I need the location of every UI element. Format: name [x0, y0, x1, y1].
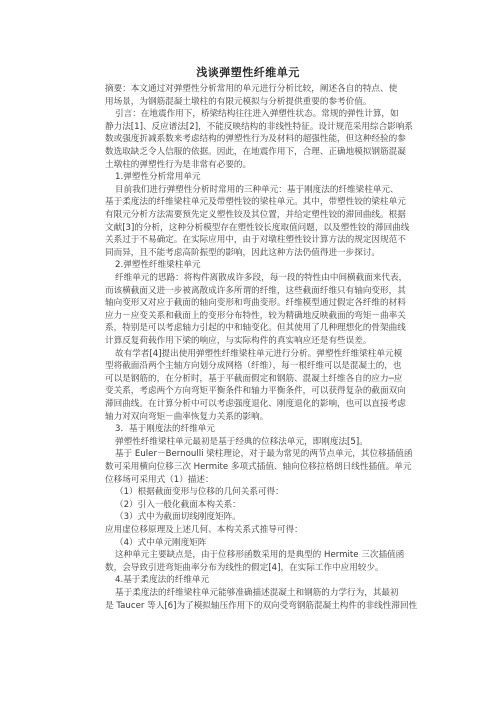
text-line: 数选取缺乏令人信服的依据。因此，在地震作用下，合理、正确地模拟钢筋混凝	[105, 147, 406, 157]
text-line: 文献[3]的分析，这种分析模型存在塑性铰长度取值问题，以及塑性铰的滞回曲线	[105, 222, 410, 233]
text-line: 型将截面沿两个主轴方向划分成网格（纤维），每一根纤维可以是混凝土的，也	[105, 361, 402, 372]
text-line: 数可采用横向位移三次 Hermite 多项式插值、轴向位移拉格朗日线性插值。单元	[105, 462, 412, 472]
text-line: 滞回曲线。在计算分析中可以考虑强度退化、刚度退化的影响，也可以直接考虑	[105, 399, 406, 409]
text-line: （2）引入一般化截面本构关系：	[115, 499, 241, 510]
text-line: 基于柔度法的纤维梁柱单元能够准确描述混凝土和钢筋的力学行为，其最初	[115, 588, 399, 598]
text-line: 轴力对双向弯矩－曲率恢复力关系的影响。	[105, 411, 269, 422]
text-line: 关系过于不易确定。在实际应用中，由于对墩柱塑性铰计算方法的规定因规范不	[105, 235, 406, 246]
text-line: 2.弹塑性纤维梁柱单元	[115, 260, 201, 271]
text-line: 而该横截面又进一步被离散成许多所谓的纤维，这些截面纤维只有轴向变形，其	[105, 285, 406, 296]
text-line: 1.弹塑性分析常用单元	[115, 172, 201, 183]
document-title: 浅谈弹塑性纤维单元	[196, 66, 300, 79]
text-line: 这种单元主要缺点是，由于位移形函数采用的是典型的 Hermite 三次插值函	[115, 550, 405, 561]
text-line: 应用虚位移原理及上述几何、本构关系式推导可得：	[105, 525, 303, 535]
text-line: 是 Taucer 等人[6]为了模拟轴压作用下的双向受弯钢筋混凝土构件的非线性滞回性	[105, 600, 418, 611]
text-line: 3．基于刚度法的纤维单元	[115, 424, 215, 435]
text-line: 变关系，考虑两个方向弯矩平衡条件和轴力平衡条件，可以获得复杂的截面双向	[105, 386, 406, 397]
text-line: 引言：在地震作用下，桥梁结构往往进入弹塑性状态。常规的弹性计算，如	[115, 109, 399, 120]
text-line: 摘要：本文通过对弹塑性分析常用的单元进行分析比较，阐述各自的特点、使	[105, 84, 398, 94]
text-line: 静力法[1]、反应谱法[2]，不能反映结构的非线性特征。设计规范采用综合影响系	[105, 121, 413, 132]
text-line: 用场景，为钢筋混凝土墩柱的有限元模拟与分析提供重要的参考价值。	[105, 96, 372, 107]
text-line: 系，特别是可以考虑轴力引起的中和轴变化。但其使用了几种理想化的骨架曲线	[105, 323, 406, 334]
text-line: 应力－应变关系和截面上的变形分布特性，较为精确地反映截面的弯矩－曲率关	[105, 310, 406, 321]
text-line: （1）根据截面变形与位移的几何关系可得：	[115, 487, 284, 498]
text-line: 弹塑性纤维梁柱单元最初是基于经典的位移法单元，即刚度法[5]。	[115, 436, 368, 447]
text-line: 轴向变形又对应于截面的轴向变形和弯曲变形。纤维模型通过假定各纤维的材料	[105, 298, 406, 309]
text-line: 可以是钢筋的，在分析时，基于平截面假定和钢筋、混凝土纤维各自的应力─应	[105, 373, 403, 384]
text-line: 4.基于柔度法的纤维单元	[115, 575, 210, 586]
text-line: 位移场可采用式（1）描述：	[105, 474, 214, 485]
text-line: 基于柔度法的纤维梁柱单元及带塑性铰的梁柱单元。其中，带塑性铰的梁柱单元	[105, 197, 406, 208]
text-line: （4）式中单元刚度矩阵	[115, 537, 207, 548]
text-line: 目前我们进行弹塑性分析时常用的三种单元：基于刚度法的纤维梁柱单元、	[115, 184, 399, 195]
text-line: （3）式中为截面切线刚度矩阵。	[115, 512, 241, 523]
text-line: 同而异，且不能考虑高阶振型的影响，因此这种方法仍值得进一步探讨。	[105, 247, 381, 258]
text-line: 有限元分析方法需要预先定义塑性铰及其位置，并给定塑性铰的滞回曲线。根据	[105, 210, 406, 220]
text-line: 基于 Euler－Bernoulli 梁柱理论，对于最为常见的两节点单元，其位移插值函	[115, 449, 413, 460]
text-line: 计算反复荷载作用下梁的响应，与实际构件的真实响应还是有些误差。	[105, 336, 372, 346]
text-line: 土墩柱的弹塑性行为是非常有必要的。	[105, 159, 252, 170]
text-line: 数，会导致引进弯矩曲率分布为线性的假定[4]，在实际工作中应用较少。	[105, 562, 384, 573]
text-line: 故有学者[4]提出使用弹塑性纤维梁柱单元进行分析。弹塑性纤维梁柱单元模	[115, 348, 403, 359]
text-line: 纤维单元的思路：将构件离散成许多段，每一段的特性由中间横截面来代表，	[115, 273, 408, 283]
text-line: 数或强度折减系数来考虑结构的弹塑性行为及材料的超强性能，但这种经验的参	[105, 134, 406, 145]
